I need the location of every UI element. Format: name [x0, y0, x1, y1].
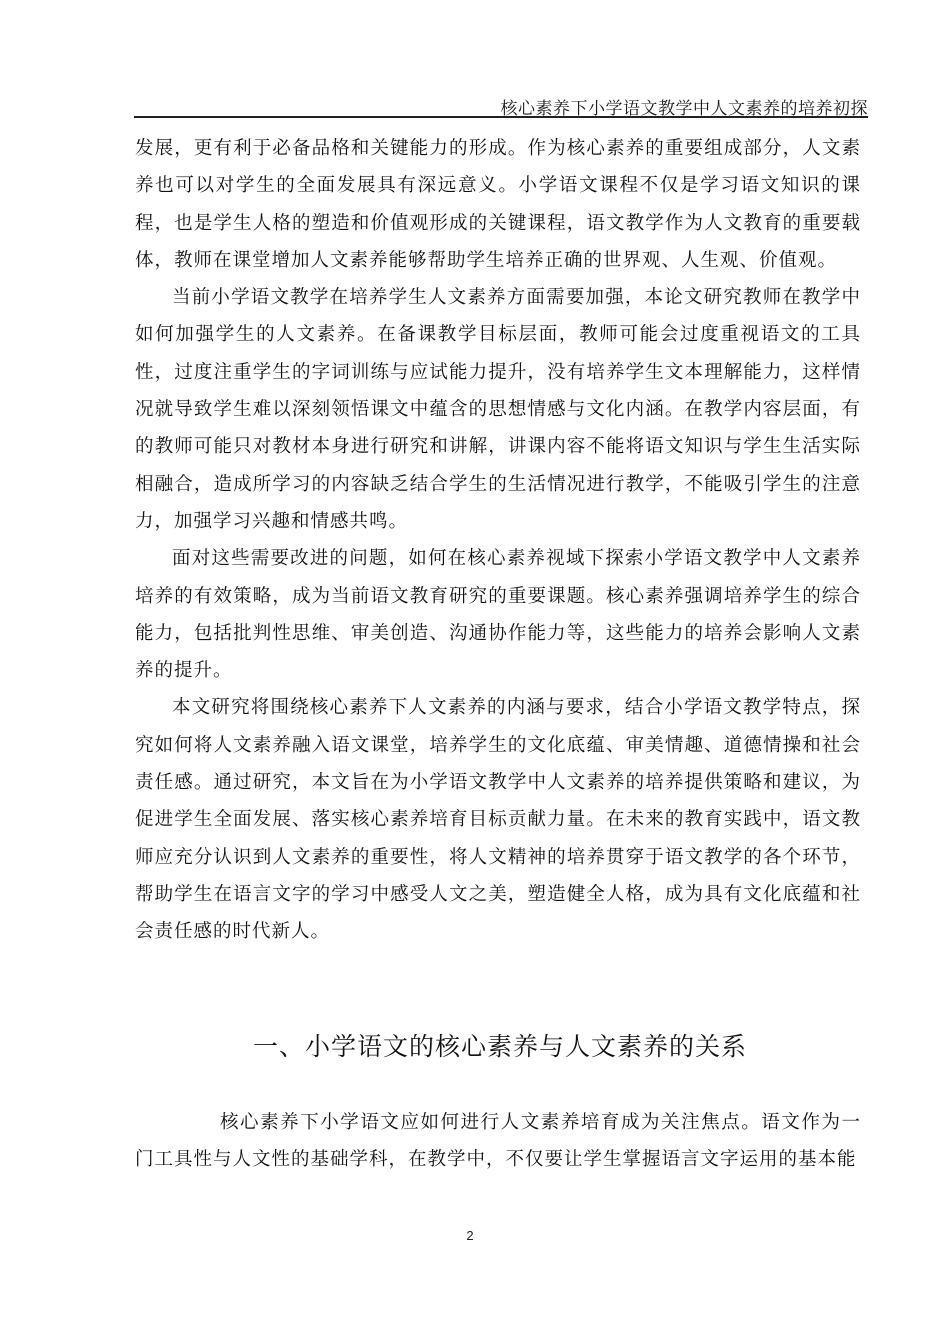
- body-text: [135, 130, 861, 951]
- section-body: [135, 1104, 861, 1179]
- header-divider: [134, 116, 868, 118]
- paragraph: 当前小学语文教学在培养学生人文素养方面需要加强，本论文研究教师在教学中如何加强学生的人文素养。在备课教学目标层面，教师可能会过度重视语文的工具性，过度注重学生的字词训练与应试能力提升，没有培养学生文本理解能力，这样情况就导致学生难以深刻领悟课文中蕴含的思想情感与文化内涵。在教学内容层面，有的教师可能只对教材本身进行研究和讲解，讲课内容不能将语文知识与学生生活实际相融合，造成所学习的内容缺乏结合学生的生活情况进行教学，不能吸引学生的注意力，加强学习兴趣和情感共鸣。: [135, 287, 861, 532]
- running-header: 核心素养下小学语文教学中人文素养的培养初探: [500, 99, 868, 119]
- paragraph: 核心素养下小学语文应如何进行人文素养培育成为关注焦点。语文作为一门工具性与人文性的基础学科，在教学中，不仅要让学生掌握语言文字运用的基本能: [135, 1112, 861, 1171]
- section-heading: 一、小学语文的核心素养与人文素养的关系: [252, 1032, 747, 1061]
- paragraph: 面对这些需要改进的问题，如何在核心素养视域下探索小学语文教学中人文素养培养的有效策略，成为当前语文教育研究的重要课题。核心素养强调培养学生的综合能力，包括批判性思维、审美创造、沟通协作能力等，这些能力的培养会影响人文素养的提升。: [135, 548, 861, 682]
- paragraph: 本文研究将围绕核心素养下人文素养的内涵与要求，结合小学语文教学特点，探究如何将人文素养融入语文课堂，培养学生的文化底蕴、审美情趣、道德情操和社会责任感。通过研究，本文旨在为小学语文教学中人文素养的培养提供策略和建议，为促进学生全面发展、落实核心素养培育目标贡献力量。在未来的教育实践中，语文教师应充分认识到人文素养的重要性，将人文精神的培养贯穿于语文教学的各个环节，帮助学生在语言文字的学习中感受人文之美，塑造健全人格，成为具有文化底蕴和社会责任感的时代新人。: [135, 697, 861, 943]
- page-number: 2: [466, 1228, 474, 1243]
- paragraph: 发展，更有利于必备品格和关键能力的形成。作为核心素养的重要组成部分，人文素养也可以对学生的全面发展具有深远意义。小学语文课程不仅是学习语文知识的课程，也是学生人格的塑造和价值观形成的关键课程，语文教学作为人文教育的重要载体，教师在课堂增加人文素养能够帮助学生培养正确的世界观、人生观、价值观。: [135, 138, 861, 271]
